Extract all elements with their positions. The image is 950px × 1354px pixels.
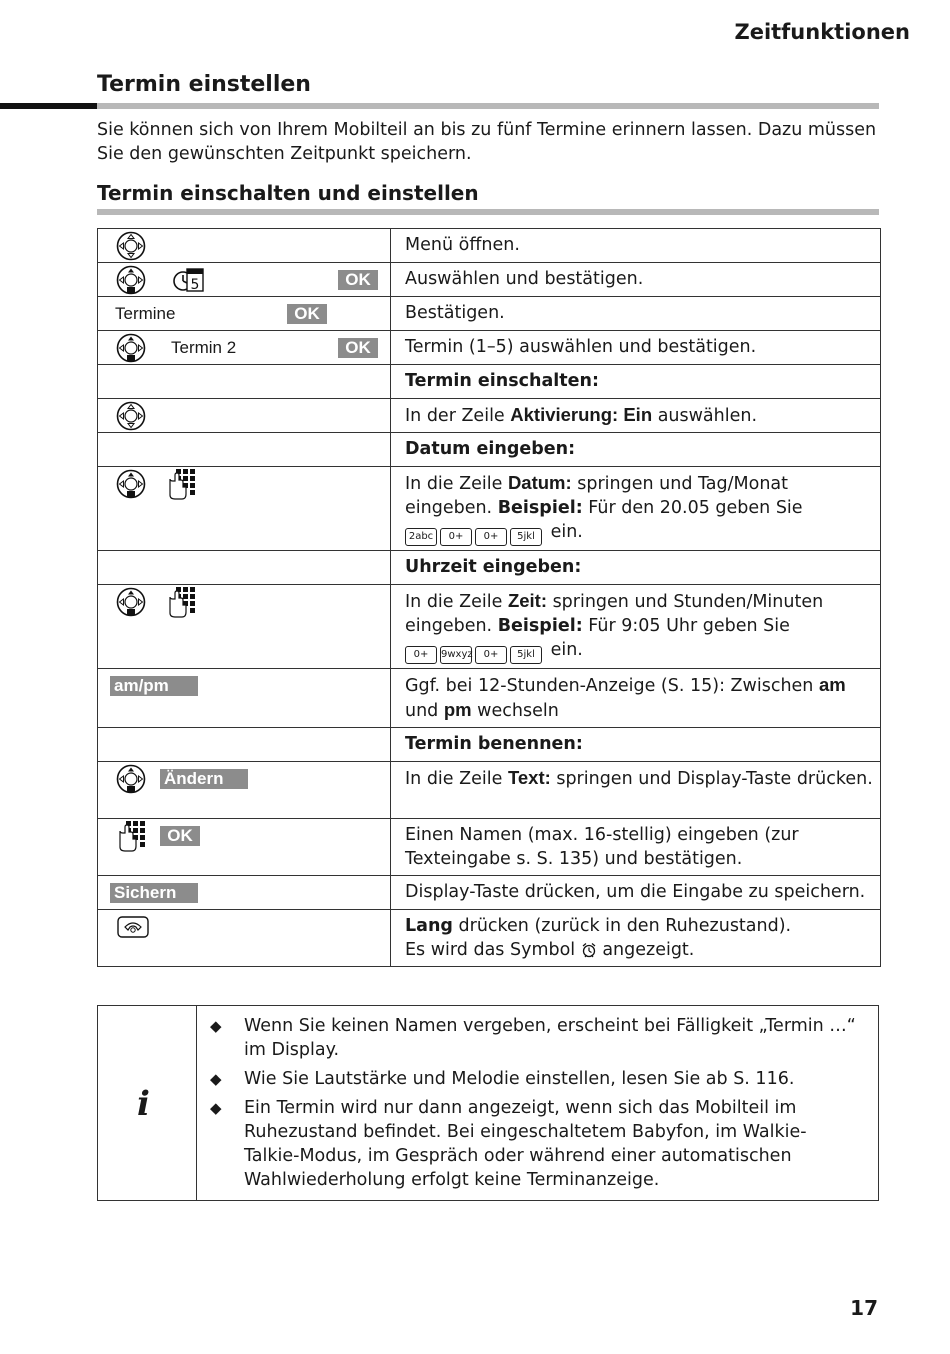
keypad-icon <box>116 819 146 853</box>
table-row <box>98 263 881 297</box>
table-row <box>98 229 881 263</box>
key-0-icon: 0+ <box>475 646 507 664</box>
menu-entry-termin-2[interactable]: Termin 2 <box>171 338 237 357</box>
table-row <box>98 433 881 467</box>
steps-table <box>97 228 881 967</box>
navigation-key-icon <box>116 764 146 794</box>
step-text: Termin (1–5) auswählen und bestätigen. <box>391 331 881 365</box>
note-list <box>210 1014 860 1197</box>
step-heading: Uhrzeit eingeben: <box>391 551 881 585</box>
end-call-key-icon <box>116 915 150 939</box>
text-part: ein. <box>550 640 583 660</box>
text-part: auswählen. <box>652 406 758 426</box>
text-part: wechseln <box>471 701 559 721</box>
ok-softkey[interactable]: OK <box>338 270 378 290</box>
key-0-icon: 0+ <box>475 528 507 546</box>
table-row <box>98 585 881 669</box>
text-part: Es wird das Symbol <box>405 940 581 960</box>
navigation-key-icon <box>116 333 146 363</box>
step-text: Auswählen und bestätigen. <box>391 263 881 297</box>
table-row <box>98 399 881 433</box>
text-part: springen und Stunden/Minuten eingeben. <box>405 592 824 636</box>
table-row <box>98 910 881 967</box>
note-text: Wie Sie Lautstärke und Melodie einstellen, lesen Sie ab S. 116. <box>244 1069 795 1089</box>
table-row <box>98 876 881 910</box>
navigation-key-icon <box>116 469 146 499</box>
chapter-title: Zeitfunktionen <box>734 20 910 44</box>
bullet-icon: ◆ <box>210 1070 222 1088</box>
long-press-label: Lang <box>405 916 453 936</box>
intro-paragraph: Sie können sich von Ihrem Mobilteil an bis zu fünf Termine erinnern lassen. Dazu müssen Sie den gewünschten Zeitpunkt speichern. <box>97 120 877 164</box>
keypad-icon <box>166 467 196 501</box>
display-text: pm <box>443 699 472 720</box>
display-text: Text: <box>507 767 551 788</box>
table-row <box>98 669 881 728</box>
step-text <box>391 585 881 669</box>
subtitle-rule <box>97 209 879 215</box>
title-rule-black <box>0 103 97 109</box>
step-text: Bestätigen. <box>391 297 881 331</box>
list-item <box>210 1096 860 1192</box>
subsection-title: Termin einschalten und einstellen <box>97 181 479 205</box>
table-row <box>98 551 881 585</box>
ok-softkey[interactable]: OK <box>160 826 200 846</box>
list-item <box>210 1067 860 1091</box>
text-part: Ggf. bei 12-Stunden-Anzeige (S. 15): Zwischen <box>405 676 819 696</box>
table-row <box>98 728 881 762</box>
text-part: ein. <box>550 522 583 542</box>
bullet-icon: ◆ <box>210 1017 222 1035</box>
step-heading: Termin benennen: <box>391 728 881 762</box>
ok-softkey[interactable]: OK <box>287 304 327 324</box>
navigation-key-icon <box>116 265 146 295</box>
title-rule-grey <box>97 103 879 109</box>
am-pm-softkey[interactable]: am/pm <box>110 676 198 696</box>
aendern-softkey[interactable]: Ändern <box>160 769 248 789</box>
sichern-softkey[interactable]: Sichern <box>110 883 198 903</box>
key-5-icon: 5jkl <box>510 646 542 664</box>
step-text: Einen Namen (max. 16-stellig) eingeben (zur Texteingabe s. S. 135) und bestätigen. <box>391 819 881 876</box>
text-part: springen und Display-Taste drücken. <box>550 769 873 789</box>
navigation-key-icon <box>116 587 146 617</box>
display-text: am <box>818 674 846 695</box>
key-9-icon: 9wxyz <box>440 646 472 664</box>
text-part: springen und Tag/Monat eingeben. <box>405 474 788 518</box>
table-row <box>98 297 881 331</box>
note-box <box>97 1005 879 1201</box>
example-label: Beispiel: <box>497 498 583 518</box>
key-0-icon: 0+ <box>405 646 437 664</box>
display-text: Datum: <box>507 472 572 493</box>
table-row <box>98 365 881 399</box>
info-icon: i <box>137 1084 150 1124</box>
text-part: drücken (zurück in den Ruhezustand). <box>452 916 792 936</box>
text-part: Für den 20.05 geben Sie <box>582 498 803 518</box>
table-row <box>98 762 881 819</box>
key-2-icon: 2abc <box>405 528 437 546</box>
keypad-icon <box>166 585 196 619</box>
step-text <box>391 467 881 551</box>
section-title: Termin einstellen <box>97 72 311 97</box>
list-item <box>210 1014 860 1062</box>
navigation-key-icon <box>116 401 146 431</box>
step-text <box>391 669 881 728</box>
bullet-icon: ◆ <box>210 1099 222 1117</box>
alarm-clock-icon <box>581 942 597 958</box>
text-part: und <box>405 701 444 721</box>
step-text <box>391 910 881 967</box>
ok-softkey[interactable]: OK <box>338 338 378 358</box>
note-text: Wenn Sie keinen Namen vergeben, erscheint bei Fälligkeit „Termin …“ im Display. <box>244 1016 856 1060</box>
step-text: Menü öffnen. <box>391 229 881 263</box>
text-part: Für 9:05 Uhr geben Sie <box>582 616 790 636</box>
table-row <box>98 819 881 876</box>
navigation-key-icon <box>116 231 146 261</box>
text-part: In die Zeile <box>405 769 508 789</box>
note-icon-cell <box>98 1006 197 1200</box>
step-heading: Termin einschalten: <box>391 365 881 399</box>
step-text <box>391 399 881 433</box>
note-text: Ein Termin wird nur dann angezeigt, wenn sich das Mobilteil im Ruhezustand befindet. Bei eingeschaltetem Babyfon, im Walkie-Talkie-Modus, im Gespräch oder während einer automatischen Wahlwiederholung erfolgt keine Terminanzeige. <box>244 1098 807 1190</box>
key-0-icon: 0+ <box>440 528 472 546</box>
text-part: angezeigt. <box>596 940 695 960</box>
menu-entry-termine[interactable]: Termine <box>115 304 176 323</box>
key-5-icon: 5jkl <box>510 528 542 546</box>
example-label: Beispiel: <box>497 616 583 636</box>
text-part: In die Zeile <box>405 592 508 612</box>
step-text: Display-Taste drücken, um die Eingabe zu speichern. <box>391 876 881 910</box>
page-number: 17 <box>850 1296 878 1320</box>
display-text: Aktivierung: Ein <box>510 404 653 425</box>
step-heading: Datum eingeben: <box>391 433 881 467</box>
text-part: In der Zeile <box>405 406 511 426</box>
table-row <box>98 467 881 551</box>
alarm-clock-menu-icon <box>171 267 205 293</box>
step-text <box>391 762 881 819</box>
table-row <box>98 331 881 365</box>
text-part: In die Zeile <box>405 474 508 494</box>
display-text: Zeit: <box>507 590 547 611</box>
